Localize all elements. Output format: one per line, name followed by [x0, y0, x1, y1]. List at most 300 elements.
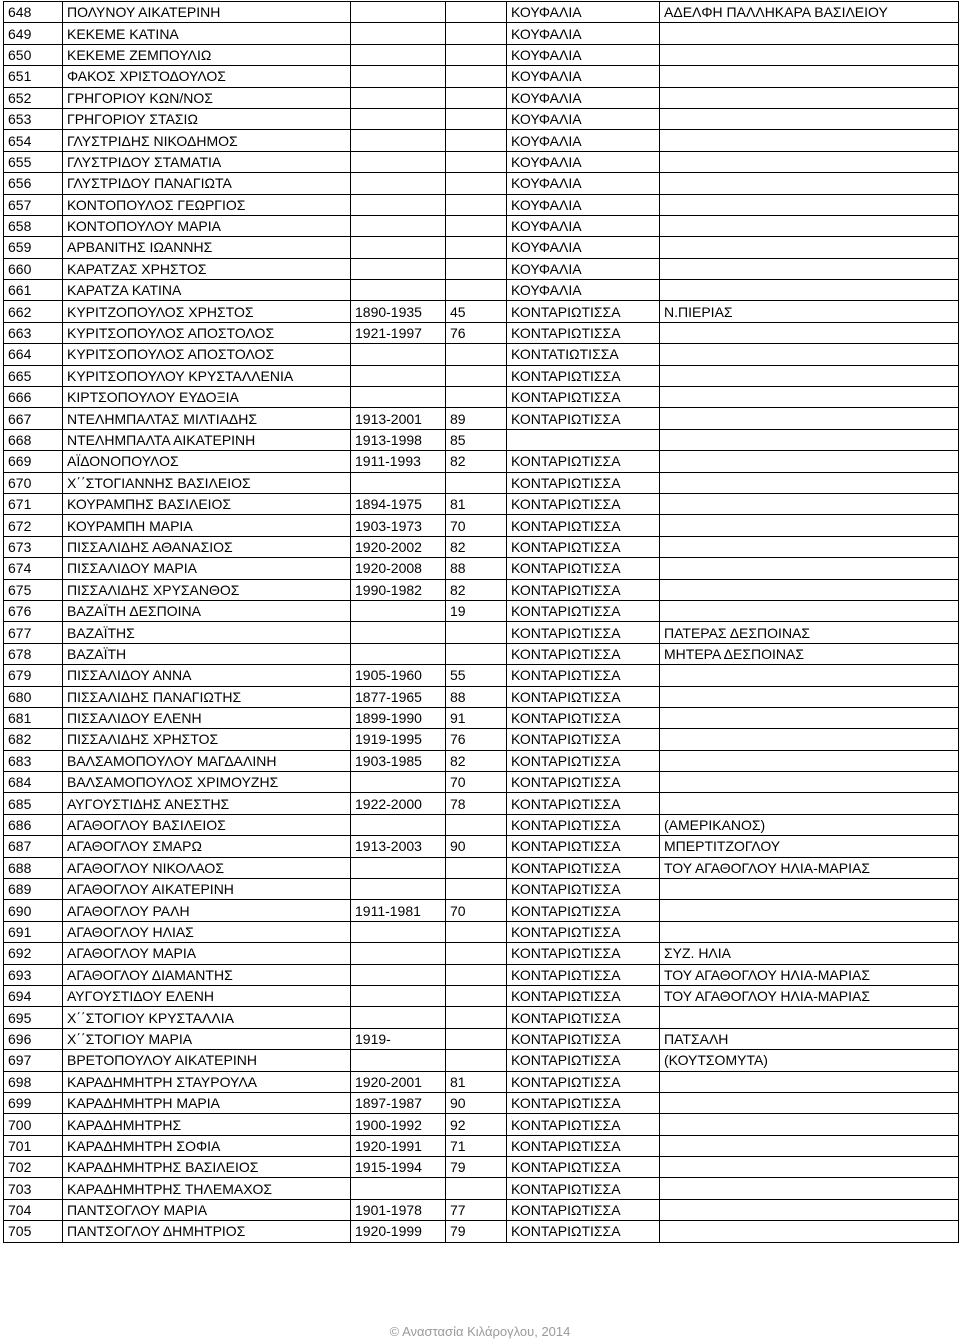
note-cell: [660, 280, 959, 301]
life-years-cell: [351, 23, 446, 44]
table-row: [4, 686, 959, 707]
place-cell: ΚΟΝΤΑΡΙΩΤΙΣΣΑ: [507, 365, 660, 386]
place-cell: ΚΟΝΤΑΡΙΩΤΙΣΣΑ: [507, 665, 660, 686]
life-years-cell: 1920-2002: [351, 536, 446, 557]
entry-number-cell: 670: [4, 472, 63, 493]
person-name-cell: ΚΙΡΤΣΟΠΟΥΛΟΥ ΕΥΔΟΞΙΑ: [63, 387, 351, 408]
note-cell: [660, 151, 959, 172]
age-cell: [446, 258, 507, 279]
age-cell: [446, 857, 507, 878]
person-name-cell: ΑΡΒΑΝΙΤΗΣ ΙΩΑΝΝΗΣ: [63, 237, 351, 258]
place-cell: ΚΟΥΦΑΛΙΑ: [507, 237, 660, 258]
life-years-cell: [351, 344, 446, 365]
person-name-cell: ΚΑΡΑΔΗΜΗΤΡΗ ΣΟΦΙΑ: [63, 1135, 351, 1156]
life-years-cell: 1911-1981: [351, 900, 446, 921]
age-cell: 70: [446, 772, 507, 793]
age-cell: [446, 985, 507, 1006]
place-cell: ΚΟΝΤΑΡΙΩΤΙΣΣΑ: [507, 1199, 660, 1220]
age-cell: [446, 879, 507, 900]
person-name-cell: ΑΓΑΘΟΓΛΟΥ ΡΑΛΗ: [63, 900, 351, 921]
place-cell: ΚΟΥΦΑΛΙΑ: [507, 280, 660, 301]
entry-number-cell: 657: [4, 194, 63, 215]
place-cell: ΚΟΝΤΑΡΙΩΤΙΣΣΑ: [507, 322, 660, 343]
note-cell: [660, 237, 959, 258]
age-cell: [446, 108, 507, 129]
person-name-cell: ΠΙΣΣΑΛΙΔΗΣ ΑΘΑΝΑΣΙΟΣ: [63, 536, 351, 557]
entry-number-cell: 690: [4, 900, 63, 921]
life-years-cell: [351, 365, 446, 386]
table-row: [4, 258, 959, 279]
life-years-cell: [351, 879, 446, 900]
table-row: [4, 280, 959, 301]
place-cell: ΚΟΝΤΑΡΙΩΤΙΣΣΑ: [507, 1092, 660, 1113]
place-cell: ΚΟΝΤΑΡΙΩΤΙΣΣΑ: [507, 879, 660, 900]
note-cell: [660, 472, 959, 493]
age-cell: [446, 1178, 507, 1199]
person-name-cell: ΓΛΥΣΤΡΙΔΟΥ ΠΑΝΑΓΙΩΤΑ: [63, 173, 351, 194]
table-row: [4, 729, 959, 750]
entry-number-cell: 653: [4, 108, 63, 129]
person-name-cell: ΒΑΛΣΑΜΟΠΟΥΛΟΥ ΜΑΓΔΑΛΙΝΗ: [63, 750, 351, 771]
place-cell: ΚΟΝΤΑΡΙΩΤΙΣΣΑ: [507, 558, 660, 579]
table-row: [4, 215, 959, 236]
age-cell: 81: [446, 1071, 507, 1092]
note-cell: [660, 600, 959, 621]
place-cell: ΚΟΝΤΑΡΙΩΤΙΣΣΑ: [507, 515, 660, 536]
age-cell: [446, 964, 507, 985]
person-name-cell: ΒΑΛΣΑΜΟΠΟΥΛΟΣ ΧΡΙΜΟΥΖΗΣ: [63, 772, 351, 793]
note-cell: [660, 322, 959, 343]
age-cell: 55: [446, 665, 507, 686]
age-cell: 19: [446, 600, 507, 621]
note-cell: [660, 365, 959, 386]
person-name-cell: ΚΥΡΙΤΖΟΠΟΥΛΟΣ ΧΡΗΣΤΟΣ: [63, 301, 351, 322]
entry-number-cell: 659: [4, 237, 63, 258]
entry-number-cell: 699: [4, 1092, 63, 1113]
table-row: [4, 921, 959, 942]
place-cell: ΚΟΝΤΑΡΙΩΤΙΣΣΑ: [507, 793, 660, 814]
entry-number-cell: 691: [4, 921, 63, 942]
entry-number-cell: 671: [4, 493, 63, 514]
entry-number-cell: 700: [4, 1114, 63, 1135]
table-row: [4, 985, 959, 1006]
entry-number-cell: 704: [4, 1199, 63, 1220]
note-cell: Ν.ΠΙΕΡΙΑΣ: [660, 301, 959, 322]
note-cell: [660, 429, 959, 450]
life-years-cell: 1894-1975: [351, 493, 446, 514]
life-years-cell: 1913-1998: [351, 429, 446, 450]
age-cell: [446, 387, 507, 408]
entry-number-cell: 687: [4, 836, 63, 857]
life-years-cell: [351, 173, 446, 194]
entry-number-cell: 658: [4, 215, 63, 236]
life-years-cell: [351, 66, 446, 87]
table-row: [4, 1135, 959, 1156]
age-cell: [446, 87, 507, 108]
table-row: [4, 600, 959, 621]
note-cell: [660, 215, 959, 236]
table-row: [4, 814, 959, 835]
note-cell: [660, 387, 959, 408]
life-years-cell: 1890-1935: [351, 301, 446, 322]
entry-number-cell: 692: [4, 943, 63, 964]
age-cell: 82: [446, 579, 507, 600]
table-row: [4, 237, 959, 258]
registry-body: [4, 2, 959, 1243]
age-cell: 90: [446, 836, 507, 857]
age-cell: [446, 814, 507, 835]
person-name-cell: ΠΟΛΥΝΟΥ ΑΙΚΑΤΕΡΙΝΗ: [63, 2, 351, 23]
place-cell: ΚΟΝΤΑΡΙΩΤΙΣΣΑ: [507, 301, 660, 322]
person-name-cell: ΝΤΕΛΗΜΠΑΛΤΑ ΑΙΚΑΤΕΡΙΝΗ: [63, 429, 351, 450]
entry-number-cell: 677: [4, 622, 63, 643]
note-cell: [660, 173, 959, 194]
table-row: [4, 793, 959, 814]
life-years-cell: 1920-2008: [351, 558, 446, 579]
life-years-cell: [351, 857, 446, 878]
place-cell: ΚΟΥΦΑΛΙΑ: [507, 194, 660, 215]
place-cell: ΚΟΝΤΑΡΙΩΤΙΣΣΑ: [507, 686, 660, 707]
life-years-cell: 1903-1985: [351, 750, 446, 771]
table-row: [4, 857, 959, 878]
entry-number-cell: 669: [4, 451, 63, 472]
table-row: [4, 900, 959, 921]
life-years-cell: 1911-1993: [351, 451, 446, 472]
person-name-cell: ΒΑΖΑΪΤΗ ΔΕΣΠΟΙΝΑ: [63, 600, 351, 621]
note-cell: ΠΑΤΣΑΛΗ: [660, 1028, 959, 1049]
age-cell: [446, 943, 507, 964]
table-row: [4, 493, 959, 514]
person-name-cell: ΓΛΥΣΤΡΙΔΟΥ ΣΤΑΜΑΤΙΑ: [63, 151, 351, 172]
place-cell: ΚΟΝΤΑΡΙΩΤΙΣΣΑ: [507, 836, 660, 857]
age-cell: [446, 237, 507, 258]
age-cell: 79: [446, 1157, 507, 1178]
table-row: [4, 344, 959, 365]
life-years-cell: 1901-1978: [351, 1199, 446, 1220]
place-cell: ΚΟΝΤΑΡΙΩΤΙΣΣΑ: [507, 1178, 660, 1199]
person-name-cell: ΚΑΡΑΤΖΑΣ ΧΡΗΣΤΟΣ: [63, 258, 351, 279]
note-cell: [660, 344, 959, 365]
person-name-cell: ΚΟΝΤΟΠΟΥΛΟΥ ΜΑΡΙΑ: [63, 215, 351, 236]
place-cell: ΚΟΥΦΑΛΙΑ: [507, 258, 660, 279]
person-name-cell: ΒΡΕΤΟΠΟΥΛΟΥ ΑΙΚΑΤΕΡΙΝΗ: [63, 1050, 351, 1071]
note-cell: (ΚΟΥΤΣΟΜΥΤΑ): [660, 1050, 959, 1071]
life-years-cell: [351, 814, 446, 835]
place-cell: ΚΟΝΤΑΡΙΩΤΙΣΣΑ: [507, 1114, 660, 1135]
note-cell: [660, 1071, 959, 1092]
person-name-cell: ΠΙΣΣΑΛΙΔΗΣ ΧΡΗΣΤΟΣ: [63, 729, 351, 750]
table-row: [4, 1178, 959, 1199]
place-cell: ΚΟΝΤΑΡΙΩΤΙΣΣΑ: [507, 1071, 660, 1092]
table-row: [4, 108, 959, 129]
entry-number-cell: 665: [4, 365, 63, 386]
entry-number-cell: 694: [4, 985, 63, 1006]
person-name-cell: ΑΓΑΘΟΓΛΟΥ ΑΙΚΑΤΕΡΙΝΗ: [63, 879, 351, 900]
entry-number-cell: 651: [4, 66, 63, 87]
life-years-cell: [351, 108, 446, 129]
note-cell: [660, 1199, 959, 1220]
table-row: [4, 87, 959, 108]
person-name-cell: ΠΑΝΤΣΟΓΛΟΥ ΔΗΜΗΤΡΙΟΣ: [63, 1221, 351, 1242]
entry-number-cell: 675: [4, 579, 63, 600]
age-cell: 70: [446, 515, 507, 536]
entry-number-cell: 697: [4, 1050, 63, 1071]
person-name-cell: ΚΑΡΑΔΗΜΗΤΡΗΣ: [63, 1114, 351, 1135]
person-name-cell: ΚΑΡΑΔΗΜΗΤΡΗ ΣΤΑΥΡΟΥΛΑ: [63, 1071, 351, 1092]
entry-number-cell: 683: [4, 750, 63, 771]
person-name-cell: ΑΥΓΟΥΣΤΙΔΗΣ ΑΝΕΣΤΗΣ: [63, 793, 351, 814]
table-row: [4, 151, 959, 172]
person-name-cell: ΓΡΗΓΟΡΙΟΥ ΣΤΑΣΙΩ: [63, 108, 351, 129]
place-cell: ΚΟΝΤΑΡΙΩΤΙΣΣΑ: [507, 857, 660, 878]
life-years-cell: [351, 387, 446, 408]
age-cell: 71: [446, 1135, 507, 1156]
table-row: [4, 643, 959, 664]
note-cell: [660, 44, 959, 65]
entry-number-cell: 696: [4, 1028, 63, 1049]
age-cell: 85: [446, 429, 507, 450]
life-years-cell: [351, 258, 446, 279]
place-cell: ΚΟΝΤΑΡΙΩΤΙΣΣΑ: [507, 622, 660, 643]
entry-number-cell: 661: [4, 280, 63, 301]
entry-number-cell: 650: [4, 44, 63, 65]
age-cell: [446, 622, 507, 643]
person-name-cell: ΚΑΡΑΔΗΜΗΤΡΗΣ ΤΗΛΕΜΑΧΟΣ: [63, 1178, 351, 1199]
table-row: [4, 622, 959, 643]
place-cell: ΚΟΝΤΑΡΙΩΤΙΣΣΑ: [507, 1135, 660, 1156]
person-name-cell: Χ΄΄ΣΤΟΓΙΟΥ ΚΡΥΣΤΑΛΛΙΑ: [63, 1007, 351, 1028]
age-cell: 88: [446, 686, 507, 707]
person-name-cell: ΚΥΡΙΤΣΟΠΟΥΛΟΣ ΑΠΟΣΤΟΛΟΣ: [63, 322, 351, 343]
life-years-cell: 1990-1982: [351, 579, 446, 600]
place-cell: ΚΟΝΤΑΡΙΩΤΙΣΣΑ: [507, 536, 660, 557]
age-cell: 88: [446, 558, 507, 579]
age-cell: [446, 1028, 507, 1049]
place-cell: ΚΟΝΤΑΡΙΩΤΙΣΣΑ: [507, 1028, 660, 1049]
age-cell: [446, 215, 507, 236]
age-cell: 82: [446, 750, 507, 771]
life-years-cell: 1915-1994: [351, 1157, 446, 1178]
note-cell: [660, 130, 959, 151]
person-name-cell: ΚΑΡΑΤΖΑ ΚΑΤΙΝΑ: [63, 280, 351, 301]
age-cell: [446, 344, 507, 365]
life-years-cell: 1913-2001: [351, 408, 446, 429]
person-name-cell: ΓΛΥΣΤΡΙΔΗΣ ΝΙΚΟΔΗΜΟΣ: [63, 130, 351, 151]
age-cell: 79: [446, 1221, 507, 1242]
life-years-cell: [351, 194, 446, 215]
note-cell: ΠΑΤΕΡΑΣ ΔΕΣΠΟΙΝΑΣ: [660, 622, 959, 643]
place-cell: ΚΟΝΤΑΡΙΩΤΙΣΣΑ: [507, 921, 660, 942]
place-cell: ΚΟΝΤΑΡΙΩΤΙΣΣΑ: [507, 451, 660, 472]
table-row: [4, 1199, 959, 1220]
age-cell: [446, 23, 507, 44]
note-cell: [660, 879, 959, 900]
person-name-cell: ΚΕΚΕΜΕ ΖΕΜΠΟΥΛΙΩ: [63, 44, 351, 65]
note-cell: [660, 1221, 959, 1242]
life-years-cell: 1920-1991: [351, 1135, 446, 1156]
place-cell: ΚΟΝΤΑΡΙΩΤΙΣΣΑ: [507, 1007, 660, 1028]
age-cell: [446, 66, 507, 87]
note-cell: ΜΗΤΕΡΑ ΔΕΣΠΟΙΝΑΣ: [660, 643, 959, 664]
life-years-cell: 1900-1992: [351, 1114, 446, 1135]
life-years-cell: [351, 943, 446, 964]
life-years-cell: [351, 151, 446, 172]
person-name-cell: ΑΓΑΘΟΓΛΟΥ ΒΑΣΙΛΕΙΟΣ: [63, 814, 351, 835]
person-name-cell: ΠΙΣΣΑΛΙΔΗΣ ΠΑΝΑΓΙΩΤΗΣ: [63, 686, 351, 707]
life-years-cell: 1919-: [351, 1028, 446, 1049]
table-row: [4, 1050, 959, 1071]
place-cell: ΚΟΥΦΑΛΙΑ: [507, 23, 660, 44]
entry-number-cell: 648: [4, 2, 63, 23]
table-row: [4, 964, 959, 985]
note-cell: [660, 1157, 959, 1178]
place-cell: ΚΟΝΤΑΡΙΩΤΙΣΣΑ: [507, 985, 660, 1006]
note-cell: [660, 772, 959, 793]
age-cell: 82: [446, 451, 507, 472]
place-cell: ΚΟΥΦΑΛΙΑ: [507, 130, 660, 151]
life-years-cell: 1903-1973: [351, 515, 446, 536]
note-cell: [660, 1007, 959, 1028]
place-cell: ΚΟΝΤΑΡΙΩΤΙΣΣΑ: [507, 1221, 660, 1242]
entry-number-cell: 688: [4, 857, 63, 878]
note-cell: [660, 451, 959, 472]
person-name-cell: ΠΙΣΣΑΛΙΔΟΥ ΜΑΡΙΑ: [63, 558, 351, 579]
entry-number-cell: 680: [4, 686, 63, 707]
age-cell: [446, 173, 507, 194]
life-years-cell: [351, 44, 446, 65]
entry-number-cell: 678: [4, 643, 63, 664]
entry-number-cell: 682: [4, 729, 63, 750]
life-years-cell: 1877-1965: [351, 686, 446, 707]
life-years-cell: [351, 472, 446, 493]
age-cell: [446, 472, 507, 493]
table-row: [4, 451, 959, 472]
entry-number-cell: 693: [4, 964, 63, 985]
place-cell: ΚΟΝΤΑΡΙΩΤΙΣΣΑ: [507, 408, 660, 429]
table-row: [4, 322, 959, 343]
place-cell: ΚΟΥΦΑΛΙΑ: [507, 87, 660, 108]
place-cell: ΚΟΝΤΑΡΙΩΤΙΣΣΑ: [507, 600, 660, 621]
note-cell: ΤΟΥ ΑΓΑΘΟΓΛΟΥ ΗΛΙΑ-ΜΑΡΙΑΣ: [660, 857, 959, 878]
table-row: [4, 1221, 959, 1242]
person-name-cell: ΚΟΥΡΑΜΠΗΣ ΒΑΣΙΛΕΙΟΣ: [63, 493, 351, 514]
note-cell: ΑΔΕΛΦΗ ΠΑΛΛΗΚΑΡΑ ΒΑΣΙΛΕΙΟΥ: [660, 2, 959, 23]
person-name-cell: ΠΑΝΤΣΟΓΛΟΥ ΜΑΡΙΑ: [63, 1199, 351, 1220]
table-row: [4, 772, 959, 793]
note-cell: [660, 921, 959, 942]
life-years-cell: [351, 130, 446, 151]
life-years-cell: [351, 964, 446, 985]
entry-number-cell: 649: [4, 23, 63, 44]
life-years-cell: [351, 1050, 446, 1071]
place-cell: ΚΟΝΤΑΡΙΩΤΙΣΣΑ: [507, 387, 660, 408]
life-years-cell: 1905-1960: [351, 665, 446, 686]
note-cell: [660, 108, 959, 129]
table-row: [4, 750, 959, 771]
note-cell: [660, 536, 959, 557]
place-cell: ΚΟΝΤΑΤΙΩΤΙΣΣΑ: [507, 344, 660, 365]
entry-number-cell: 686: [4, 814, 63, 835]
place-cell: ΚΟΝΤΑΡΙΩΤΙΣΣΑ: [507, 729, 660, 750]
person-name-cell: ΑΓΑΘΟΓΛΟΥ ΣΜΑΡΩ: [63, 836, 351, 857]
place-cell: ΚΟΝΤΑΡΙΩΤΙΣΣΑ: [507, 772, 660, 793]
table-row: [4, 879, 959, 900]
note-cell: [660, 729, 959, 750]
table-row: [4, 1092, 959, 1113]
person-name-cell: ΚΥΡΙΤΣΟΠΟΥΛΟΣ ΑΠΟΣΤΟΛΟΣ: [63, 344, 351, 365]
note-cell: (ΑΜΕΡΙΚΑΝΟΣ): [660, 814, 959, 835]
table-row: [4, 836, 959, 857]
place-cell: ΚΟΝΤΑΡΙΩΤΙΣΣΑ: [507, 964, 660, 985]
note-cell: [660, 1178, 959, 1199]
table-row: [4, 130, 959, 151]
person-name-cell: ΚΑΡΑΔΗΜΗΤΡΗΣ ΒΑΣΙΛΕΙΟΣ: [63, 1157, 351, 1178]
note-cell: [660, 493, 959, 514]
person-name-cell: ΠΙΣΣΑΛΙΔΟΥ ΑΝΝΑ: [63, 665, 351, 686]
life-years-cell: 1922-2000: [351, 793, 446, 814]
life-years-cell: [351, 237, 446, 258]
person-name-cell: ΑΓΑΘΟΓΛΟΥ ΝΙΚΟΛΑΟΣ: [63, 857, 351, 878]
table-row: [4, 558, 959, 579]
person-name-cell: ΒΑΖΑΪΤΗ: [63, 643, 351, 664]
age-cell: 45: [446, 301, 507, 322]
life-years-cell: [351, 622, 446, 643]
copyright-footer: © Αναστασία Κιλάρογλου, 2014: [389, 1324, 571, 1339]
person-name-cell: ΚΥΡΙΤΣΟΠΟΥΛΟΥ ΚΡΥΣΤΑΛΛΕΝΙΑ: [63, 365, 351, 386]
place-cell: ΚΟΥΦΑΛΙΑ: [507, 2, 660, 23]
note-cell: [660, 900, 959, 921]
place-cell: ΚΟΝΤΑΡΙΩΤΙΣΣΑ: [507, 579, 660, 600]
place-cell: ΚΟΝΤΑΡΙΩΤΙΣΣΑ: [507, 900, 660, 921]
person-name-cell: ΦΑΚΟΣ ΧΡΙΣΤΟΔΟΥΛΟΣ: [63, 66, 351, 87]
place-cell: ΚΟΥΦΑΛΙΑ: [507, 215, 660, 236]
age-cell: [446, 643, 507, 664]
place-cell: ΚΟΝΤΑΡΙΩΤΙΣΣΑ: [507, 814, 660, 835]
table-row: [4, 66, 959, 87]
age-cell: [446, 365, 507, 386]
person-name-cell: ΑΓΑΘΟΓΛΟΥ ΔΙΑΜΑΝΤΗΣ: [63, 964, 351, 985]
person-name-cell: ΚΟΝΤΟΠΟΥΛΟΣ ΓΕΩΡΓΙΟΣ: [63, 194, 351, 215]
note-cell: [660, 23, 959, 44]
life-years-cell: [351, 215, 446, 236]
life-years-cell: [351, 280, 446, 301]
note-cell: [660, 194, 959, 215]
note-cell: ΤΟΥ ΑΓΑΘΟΓΛΟΥ ΗΛΙΑ-ΜΑΡΙΑΣ: [660, 964, 959, 985]
entry-number-cell: 705: [4, 1221, 63, 1242]
person-name-cell: ΠΙΣΣΑΛΙΔΟΥ ΕΛΕΝΗ: [63, 707, 351, 728]
age-cell: 77: [446, 1199, 507, 1220]
place-cell: ΚΟΝΤΑΡΙΩΤΙΣΣΑ: [507, 1157, 660, 1178]
person-name-cell: ΑΥΓΟΥΣΤΙΔΟΥ ΕΛΕΝΗ: [63, 985, 351, 1006]
age-cell: [446, 1007, 507, 1028]
age-cell: [446, 280, 507, 301]
person-name-cell: ΝΤΕΛΗΜΠΑΛΤΑΣ ΜΙΛΤΙΑΔΗΣ: [63, 408, 351, 429]
note-cell: [660, 1135, 959, 1156]
entry-number-cell: 668: [4, 429, 63, 450]
place-cell: [507, 429, 660, 450]
life-years-cell: [351, 921, 446, 942]
table-row: [4, 301, 959, 322]
life-years-cell: 1899-1990: [351, 707, 446, 728]
table-row: [4, 1071, 959, 1092]
age-cell: 78: [446, 793, 507, 814]
table-row: [4, 579, 959, 600]
age-cell: 82: [446, 536, 507, 557]
entry-number-cell: 660: [4, 258, 63, 279]
life-years-cell: [351, 1007, 446, 1028]
note-cell: [660, 579, 959, 600]
place-cell: ΚΟΝΤΑΡΙΩΤΙΣΣΑ: [507, 707, 660, 728]
